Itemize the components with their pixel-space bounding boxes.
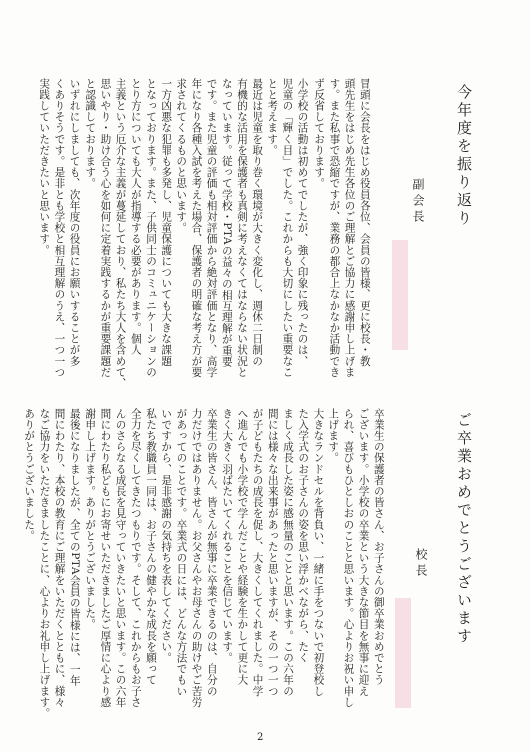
article-top-title: 今年度を振り返り [455, 84, 473, 228]
redacted-name-bottom [395, 598, 411, 708]
article-bottom-author-role: 校長 [414, 548, 428, 580]
article-top-author-role: 副会長 [411, 178, 425, 226]
article-bottom-paragraph-4: 私たち教職員一同は、お子さんの健やかな成長を願って 全力を尽くしてきたつもりです。そして、これからもお子さ んのさらなる成長を見守っていきたいと思います。この六年 間にわたり私どもにお寄せいただきましたご厚情に心より感 謝申し上げます。ありがとうございました。 [84, 408, 158, 708]
article-top-paragraph-4: 一方凶悪な犯罪も多発し、児童保護についても大きな課題 となっております。また、子供同士のコミュニケーションの とり方についても大人が指導する必要があります。個人 主義という厄介な主義が蔓延しており、私たち大人を含めて、 思いやり・助け合う心を如何に定着実践するかが重要課題だ と認識しております。 [84, 78, 173, 389]
article-top-paragraph-3: 最近は児童を取り巻く環境が大きく変化し、週休二日制の 有機的な活用を保護者も真剣に考えなくてはならない状況と なっています。従って学校・PTAの益々の相互理解が重要 です。また児童の評価も相対評価から絶対評価となり、高学 年になり各種入試を考えた場合、保護者の明確な考え方が要 求されてくるものと思います。 [175, 78, 264, 378]
article-bottom-paragraph-3: 卒業生の皆さん、皆さんが無事に卒業できるのは、自分の 力だけではありません。お父さんやお母さんの助けやご苦労 があってのことです。卒業式の日には、どんな方法でもい いですから、是非感謝の気持ちを表してください。 [160, 408, 218, 708]
article-bottom-paragraph-5: 最後になりましたが、全てのPTA会員の皆様には、一年 間にわたり、本校の教育にご理解をいただくとともに、様々 なご協力をいただきましたことに、心よりお礼申し上げます。 ありがとうございました。 [23, 408, 81, 719]
page-number: 2 [257, 732, 264, 743]
article-bottom-title: ご卒業おめでとうございます [455, 412, 473, 646]
redacted-name-top [392, 240, 408, 350]
article-top-paragraph-2: 小学校の活動は初めてでしたが、強く印象に残ったのは、 児童の「輝く目」でした。これからも大切にしたい重要なこ とと考えます。 [266, 78, 309, 378]
article-bottom-paragraph-2: 大きなランドセルを背負い、一緒に手をつないで初登校し た入学式のお子さんの姿を思い浮かべながら、たく ましく成長した姿に感無量のことと思います。この六年の 間には様々な出来事があったと思いますが、その一つ一つ が子どもたちの成長を促し、大きくしてくれました。中学 へ進んでも小学校で学んだことや経験を生かして更に大 きく大きく羽ばたいてくれることを信じています。 [221, 408, 325, 697]
article-top-paragraph-5: いずれにしましても、次年度の役員にお願いすることが多 くありそうです。是非とも学校と相互理解のうえ、一つ一つ 実践していただきたいと思います。 [38, 78, 81, 378]
article-top-paragraph-1: 冒頭に会長をはじめ役員各位、会員の皆様、更に校長・教 頭先生をはじめ先生各位のご理解とご協力に感謝申し上げま す。また私事で恐縮ですが、業務の都合上なかなか活動でき ず反省しております。 [313, 78, 371, 378]
article-bottom-paragraph-1: 卒業生の保護者の皆さん、お子さんの御卒業おめでとう ございます。小学校の卒業という大きな節目を無事に迎え られ、喜びもひとしおのことと思います。心よりお祝い申し 上げます。 [327, 408, 385, 708]
